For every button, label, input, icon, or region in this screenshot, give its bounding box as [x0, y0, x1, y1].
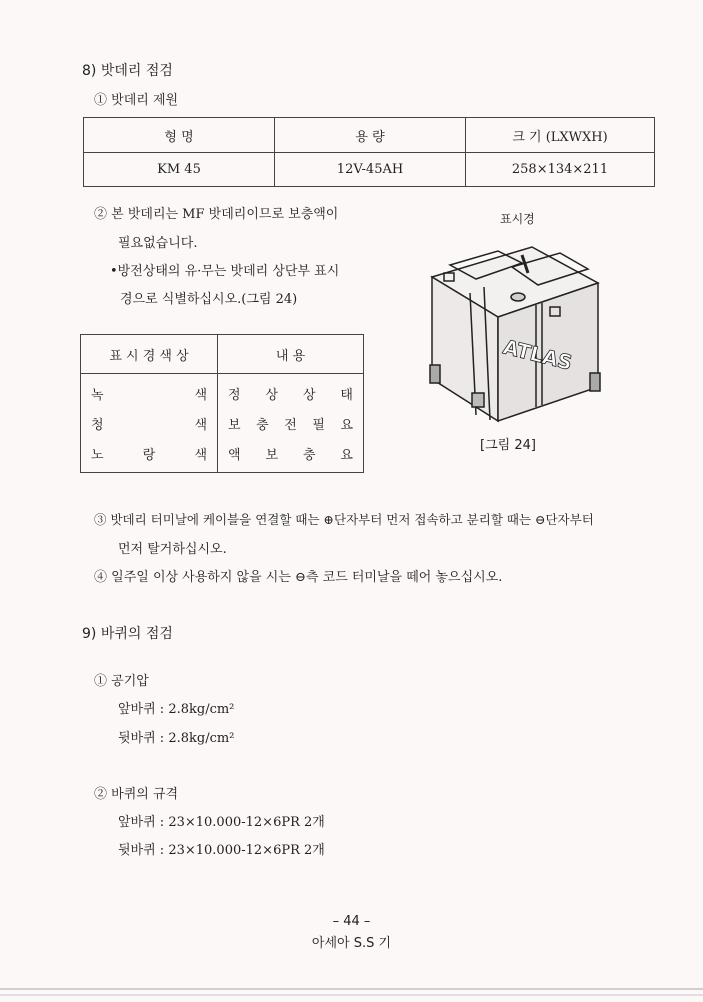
front-tire-spec: 앞바퀴 : 23×10.000-12×6PR 2개	[118, 815, 325, 830]
company-name: 아세아 S.S 기	[311, 936, 392, 951]
color-column	[81, 374, 218, 473]
battery-spec-table	[83, 117, 655, 187]
cell-size: 258×134×211	[466, 153, 655, 187]
tire-spec-subheading: ② 바퀴의 규격	[94, 787, 179, 802]
cell-capacity: 12V-45AH	[275, 153, 466, 187]
col-header-model: 형 명	[84, 118, 275, 153]
scan-edge-line	[0, 988, 703, 990]
tire-pressure-subheading: ① 공기압	[94, 674, 149, 689]
rear-tire-pressure: 뒷바퀴 : 2.8kg/cm²	[118, 731, 235, 746]
color-row-green: 녹 색	[91, 388, 207, 403]
page-number: – 44 –	[332, 914, 371, 929]
item3-line1: ③ 밧데리 터미날에 케이블을 연결할 때는 ⊕단자부터 먼저 접속하고 분리할 때는 ⊖단자부터	[94, 512, 594, 527]
bullet-line2: 경으로 식별하십시오.(그림 24)	[120, 292, 298, 307]
color-row-yellow: 노 랑 색	[91, 448, 207, 463]
header-meaning: 내 용	[218, 335, 364, 374]
section9-heading: 9) 바퀴의 점검	[82, 626, 173, 642]
col-header-size: 크 기 (LXWXH)	[466, 118, 655, 153]
meaning-column	[218, 374, 364, 473]
section8-heading: 8) 밧데리 점검	[82, 63, 173, 79]
bullet-line1: •방전상태의 유·무는 밧데리 상단부 표시	[110, 264, 340, 279]
item2-line2: 필요없습니다.	[118, 236, 198, 251]
battery-brand: ATLAS	[500, 334, 575, 375]
scan-edge-line-2	[0, 994, 703, 996]
figure-caption: [그림 24]	[480, 438, 536, 453]
color-row-blue: 청 색	[91, 418, 207, 433]
meaning-row-charge: 보 충 전 필 요	[228, 418, 353, 433]
battery-illustration	[410, 225, 610, 435]
rear-tire-spec: 뒷바퀴 : 23×10.000-12×6PR 2개	[118, 843, 325, 858]
battery-spec-subheading: ① 밧데리 제원	[94, 93, 179, 108]
meaning-row-refill: 액 보 충 요	[228, 448, 353, 463]
item3-line2: 먼저 탈거하십시오.	[118, 542, 227, 557]
col-header-capacity: 용 량	[275, 118, 466, 153]
item2-line1: ② 본 밧데리는 MF 밧데리이므로 보충액이	[94, 207, 339, 222]
cell-model: KM 45	[84, 153, 275, 187]
indicator-label: 표시경	[500, 212, 535, 226]
meaning-row-normal: 정 상 상 태	[228, 388, 353, 403]
indicator-color-table	[80, 334, 364, 473]
header-indicator-color: 표 시 경 색 상	[81, 335, 218, 374]
item4: ④ 일주일 이상 사용하지 않을 시는 ⊖측 코드 터미날을 떼어 놓으십시오.	[94, 570, 503, 585]
front-tire-pressure: 앞바퀴 : 2.8kg/cm²	[118, 702, 235, 717]
